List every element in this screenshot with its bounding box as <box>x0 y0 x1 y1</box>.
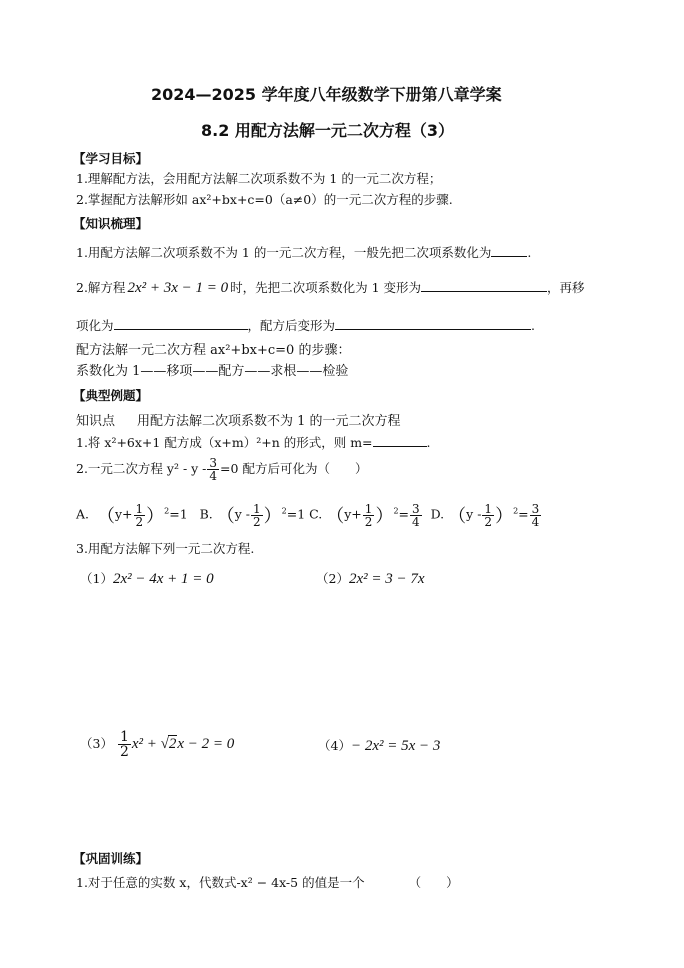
equation: 2x² + 3x − 1 = 0 <box>127 280 229 296</box>
example-question-1 <box>76 433 431 451</box>
problem-4 <box>318 736 440 755</box>
examples-heading: 【典型例题】 <box>73 388 149 403</box>
choice-options: A. （y+ $\frac{1}{2}$ ）$^2$=1 B. （y - $\frac{1}{2}$ ）$^2$=1 C. （y+ $\frac{1}{2}$ ）$^2$= $\frac{3}{4}$ D. （y - $\frac{1}{2}$ ）$^2$= $\frac{3}{4}$ <box>76 501 540 529</box>
fraction: $\frac{1}{2}$ <box>253 501 261 529</box>
knowledge-question-1 <box>76 243 531 261</box>
problem-1-label: （1） <box>80 571 113 586</box>
problem-3-label: （3） <box>80 736 113 751</box>
answer-blank <box>114 317 248 330</box>
knowledge-question-2-mid: 时，先把二次项系数化为 1 变形为 <box>230 280 422 295</box>
answer-blank <box>491 244 527 257</box>
knowledge-question-2-text-a: 项化为 <box>76 318 114 333</box>
option-a-label: A. <box>76 506 90 522</box>
problem-2-equation: 2x² = 3 − 7x <box>348 571 425 587</box>
answer-parentheses: （ ） <box>408 875 459 890</box>
knowledge-point-label: 知识点 <box>76 414 116 429</box>
objective-2: 2.掌握配方法解形如 ax²+bx+c=0（a≠0）的一元二次方程的步骤. <box>76 192 453 207</box>
practice-question-1-text: 1.对于任意的实数 x，代数式-x² − 4x-5 的值是一个 <box>76 875 365 890</box>
fraction-denominator: 4 <box>209 469 218 483</box>
sqrt-radicand: 2 <box>168 736 177 752</box>
knowledge-question-1-text: 1.用配方法解二次项系数不为 1 的一元二次方程，一般先把二次项系数化为 <box>76 245 492 260</box>
knowledge-question-2-end: ，再移 <box>547 280 585 295</box>
problem-4-equation: − 2x² = 5x − 3 <box>350 738 441 754</box>
steps-title: 配方法解一元二次方程 ax²+bx+c=0 的步骤： <box>76 343 351 358</box>
option-c-label: C. <box>309 506 323 522</box>
knowledge-question-2-prefix: 2.解方程 <box>76 280 126 295</box>
problem-3-equation-b: x − 2 = 0 <box>177 736 235 752</box>
fraction: $\frac{1}{2}$ <box>119 729 129 760</box>
fraction: $\frac{1}{2}$ <box>135 501 144 529</box>
knowledge-question-2-line2 <box>76 316 535 334</box>
example-question-1-text: 1.将 x²+6x+1 配方成（x+m）²+n 的形式，则 m= <box>76 435 373 450</box>
problem-2 <box>316 569 425 588</box>
option-d-label: D. <box>430 506 445 522</box>
example-question-3: 3.用配方法解下列一元二次方程. <box>76 541 255 556</box>
fraction-numerator: 3 <box>209 456 218 470</box>
knowledge-question-1-end: . <box>527 245 532 260</box>
fraction: $\frac{1}{2}$ <box>484 501 493 529</box>
option-b-label: B. <box>199 506 213 522</box>
problem-1 <box>80 569 214 588</box>
problem-1-equation: 2x² − 4x + 1 = 0 <box>112 571 214 587</box>
objectives-heading: 【学习目标】 <box>73 151 149 166</box>
knowledge-point <box>76 410 401 429</box>
example-question-2 <box>76 457 367 482</box>
answer-blank <box>335 317 531 330</box>
practice-question-1 <box>76 873 459 891</box>
problem-3-equation-a: x² + <box>131 736 161 752</box>
fraction: $\frac{3}{4}$ <box>412 501 420 529</box>
problem-4-label: （4） <box>318 738 351 753</box>
problem-2-label: （2） <box>316 571 349 586</box>
fraction: $\frac{3}{4}$ <box>531 501 540 529</box>
answer-blank <box>373 434 427 447</box>
answer-blank <box>421 279 547 292</box>
steps-list: 系数化为 1——移项——配方——求根——检验 <box>76 364 349 379</box>
lesson-title: 8.2 用配方法解一元二次方程（3） <box>201 121 455 140</box>
fraction <box>207 457 219 482</box>
problem-3: （3） $\frac{1}{2}$ x² + √2x − 2 = 0 <box>80 729 235 760</box>
example-question-2-suffix: =0 配方后可化为（ ） <box>220 461 368 476</box>
knowledge-point-text: 用配方法解二次项系数不为 1 的一元二次方程 <box>137 414 401 429</box>
practice-heading: 【巩固训练】 <box>73 851 149 866</box>
worksheet-title: 2024—2025 学年度八年级数学下册第八章学案 <box>151 85 502 104</box>
knowledge-question-2 <box>76 278 585 297</box>
knowledge-question-2-text-b: ，配方后变形为 <box>247 318 336 333</box>
example-question-2-prefix: 2.一元二次方程 y² - y - <box>76 461 207 476</box>
knowledge-question-2-line2-end: . <box>531 318 536 333</box>
example-question-1-end: . <box>426 435 431 450</box>
objective-1: 1.理解配方法，会用配方法解二次项系数不为 1 的一元二次方程； <box>76 171 442 186</box>
knowledge-heading: 【知识梳理】 <box>73 216 149 231</box>
fraction: $\frac{1}{2}$ <box>364 501 373 529</box>
